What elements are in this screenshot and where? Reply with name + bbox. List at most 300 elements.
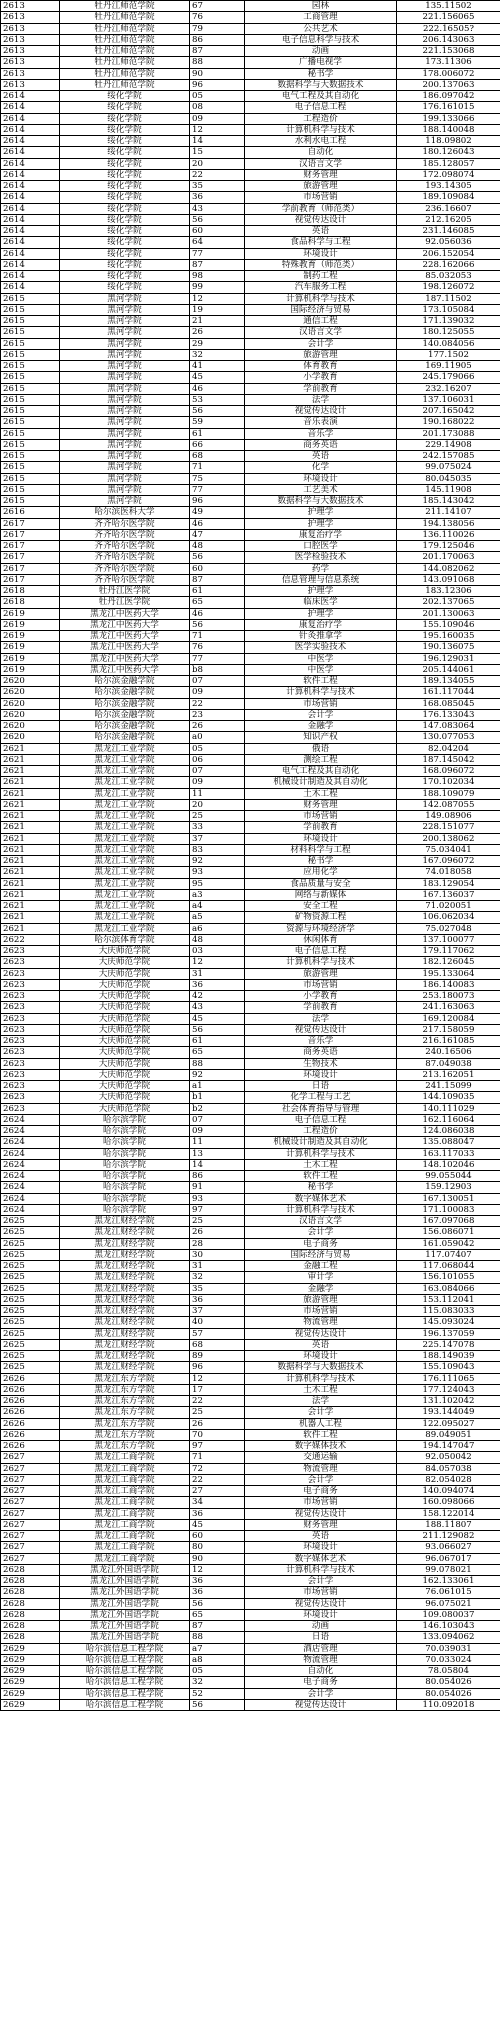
table-row <box>1 158 500 169</box>
major-code-cell: 56 <box>190 214 245 225</box>
min-score-cell: 180.125055 <box>397 327 500 338</box>
school-code-cell: 2623 <box>1 1013 60 1024</box>
min-score-cell: 201.130063 <box>397 608 500 619</box>
table-row <box>1 46 500 57</box>
table-row <box>1 349 500 360</box>
school-name-cell: 哈尔滨学院 <box>60 1126 190 1137</box>
major-code-cell: 56 <box>190 1598 245 1609</box>
school-name-cell: 绥化学院 <box>60 91 190 102</box>
min-score-cell: 163.084066 <box>397 1283 500 1294</box>
min-score-cell: 136.110026 <box>397 529 500 540</box>
school-code-cell: 2614 <box>1 158 60 169</box>
major-code-cell: 65 <box>190 1609 245 1620</box>
major-code-cell: 76 <box>190 642 245 653</box>
school-name-cell: 大庆师范学院 <box>60 1002 190 1013</box>
major-name-cell: 针灸推拿学 <box>245 631 397 642</box>
min-score-cell: 82.054028 <box>397 1474 500 1485</box>
table-row <box>1 1024 500 1035</box>
school-code-cell: 2627 <box>1 1486 60 1497</box>
min-score-cell: 135.11502 <box>397 1 500 12</box>
school-code-cell: 2624 <box>1 1114 60 1125</box>
school-code-cell: 2614 <box>1 248 60 259</box>
major-code-cell: 36 <box>190 1587 245 1598</box>
school-code-cell: 2615 <box>1 293 60 304</box>
major-code-cell: 86 <box>190 1171 245 1182</box>
school-code-cell: 2618 <box>1 586 60 597</box>
min-score-cell: 236.16607 <box>397 203 500 214</box>
school-name-cell: 哈尔滨学院 <box>60 1204 190 1215</box>
school-name-cell: 黑河学院 <box>60 394 190 405</box>
school-code-cell: 2623 <box>1 1069 60 1080</box>
school-code-cell: 2621 <box>1 811 60 822</box>
school-name-cell: 黑河学院 <box>60 316 190 327</box>
major-code-cell: 12 <box>190 293 245 304</box>
school-code-cell: 2625 <box>1 1362 60 1373</box>
school-code-cell: 2614 <box>1 113 60 124</box>
major-code-cell: 36 <box>190 1508 245 1519</box>
major-name-cell: 视觉传达设计 <box>245 1699 397 1710</box>
table-row <box>1 923 500 934</box>
major-code-cell: a7 <box>190 1643 245 1654</box>
min-score-cell: 196.137059 <box>397 1328 500 1339</box>
major-code-cell: 88 <box>190 57 245 68</box>
table-row <box>1 822 500 833</box>
table-row <box>1 1452 500 1463</box>
major-name-cell: 会计学 <box>245 1474 397 1485</box>
table-row <box>1 1294 500 1305</box>
major-name-cell: 英语 <box>245 226 397 237</box>
min-score-cell: 71.020051 <box>397 901 500 912</box>
min-score-cell: 149.08906 <box>397 811 500 822</box>
table-row <box>1 1418 500 1429</box>
min-score-cell: 118.09802 <box>397 136 500 147</box>
major-name-cell: 安全工程 <box>245 901 397 912</box>
major-name-cell: 汽车服务工程 <box>245 282 397 293</box>
school-code-cell: 2629 <box>1 1699 60 1710</box>
major-name-cell: 测绘工程 <box>245 754 397 765</box>
table-row <box>1 1621 500 1632</box>
major-code-cell: 76 <box>190 12 245 23</box>
school-code-cell: 2615 <box>1 484 60 495</box>
min-score-cell: 222.16505? <box>397 23 500 34</box>
school-name-cell: 大庆师范学院 <box>60 1092 190 1103</box>
min-score-cell: 124.086038 <box>397 1126 500 1137</box>
major-code-cell: 75 <box>190 473 245 484</box>
min-score-cell: 171.139032 <box>397 316 500 327</box>
major-code-cell: 26 <box>190 721 245 732</box>
school-name-cell: 黑龙江财经学院 <box>60 1294 190 1305</box>
table-row <box>1 136 500 147</box>
major-name-cell: 小学教育 <box>245 372 397 383</box>
table-row <box>1 957 500 968</box>
min-score-cell: 231.146085 <box>397 226 500 237</box>
major-code-cell: 26 <box>190 1418 245 1429</box>
table-row <box>1 12 500 23</box>
major-code-cell: 40 <box>190 1317 245 1328</box>
min-score-cell: 74.018058 <box>397 867 500 878</box>
min-score-cell: 75.027048 <box>397 923 500 934</box>
school-name-cell: 绥化学院 <box>60 248 190 259</box>
min-score-cell: 85.032053 <box>397 271 500 282</box>
major-name-cell: 软件工程 <box>245 676 397 687</box>
school-name-cell: 黑河学院 <box>60 361 190 372</box>
major-name-cell: 计算机科学与技术 <box>245 124 397 135</box>
school-code-cell: 2625 <box>1 1283 60 1294</box>
school-name-cell: 绥化学院 <box>60 237 190 248</box>
school-name-cell: 黑龙江财经学院 <box>60 1306 190 1317</box>
major-name-cell: 市场营销 <box>245 979 397 990</box>
min-score-cell: 137.106031 <box>397 394 500 405</box>
school-code-cell: 2618 <box>1 597 60 608</box>
min-score-cell: 253.180073 <box>397 991 500 1002</box>
min-score-cell: 193.144049 <box>397 1407 500 1418</box>
table-row <box>1 743 500 754</box>
major-code-cell: 37 <box>190 833 245 844</box>
major-name-cell: 通信工程 <box>245 316 397 327</box>
school-code-cell: 2615 <box>1 394 60 405</box>
school-name-cell: 黑龙江工商学院 <box>60 1531 190 1542</box>
major-name-cell: 土木工程 <box>245 1384 397 1395</box>
school-name-cell: 黑龙江财经学院 <box>60 1261 190 1272</box>
min-score-cell: 106.062034 <box>397 912 500 923</box>
min-score-cell: 179.125046 <box>397 541 500 552</box>
major-name-cell: 学前教育 <box>245 1002 397 1013</box>
school-name-cell: 黑河学院 <box>60 304 190 315</box>
school-code-cell: 2621 <box>1 833 60 844</box>
school-name-cell: 黑龙江工商学院 <box>60 1542 190 1553</box>
school-code-cell: 2614 <box>1 214 60 225</box>
major-name-cell: 环境设计 <box>245 1069 397 1080</box>
school-name-cell: 大庆师范学院 <box>60 991 190 1002</box>
school-code-cell: 2615 <box>1 361 60 372</box>
major-code-cell: 37 <box>190 1306 245 1317</box>
min-score-cell: 133.094062 <box>397 1632 500 1643</box>
school-name-cell: 齐齐哈尔医学院 <box>60 552 190 563</box>
table-row <box>1 1576 500 1587</box>
table-row <box>1 597 500 608</box>
major-code-cell: 36 <box>190 1294 245 1305</box>
school-name-cell: 黑河学院 <box>60 372 190 383</box>
table-row <box>1 1126 500 1137</box>
major-code-cell: 79 <box>190 23 245 34</box>
major-code-cell: 68 <box>190 451 245 462</box>
school-code-cell: 2614 <box>1 192 60 203</box>
school-code-cell: 2615 <box>1 383 60 394</box>
major-code-cell: 77 <box>190 653 245 664</box>
min-score-cell: 188.140048 <box>397 124 500 135</box>
min-score-cell: 229.14908 <box>397 439 500 450</box>
school-code-cell: 2629 <box>1 1677 60 1688</box>
table-row <box>1 316 500 327</box>
table-row <box>1 383 500 394</box>
major-name-cell: 视觉传达设计 <box>245 1598 397 1609</box>
major-name-cell: 计算机科学与技术 <box>245 957 397 968</box>
min-score-cell: 92.050042 <box>397 1452 500 1463</box>
major-code-cell: 11 <box>190 1137 245 1148</box>
table-row <box>1 1643 500 1654</box>
major-name-cell: 市场营销 <box>245 698 397 709</box>
school-code-cell: 2619 <box>1 608 60 619</box>
school-code-cell: 2614 <box>1 102 60 113</box>
school-name-cell: 绥化学院 <box>60 136 190 147</box>
major-code-cell: a6 <box>190 923 245 934</box>
min-score-cell: 200.138062 <box>397 833 500 844</box>
table-row <box>1 226 500 237</box>
major-name-cell: 会计学 <box>245 338 397 349</box>
school-code-cell: 2623 <box>1 1047 60 1058</box>
major-name-cell: 金融学 <box>245 1283 397 1294</box>
school-name-cell: 绥化学院 <box>60 192 190 203</box>
table-row <box>1 1249 500 1260</box>
school-name-cell: 牡丹江师范学院 <box>60 68 190 79</box>
table-row <box>1 1261 500 1272</box>
school-code-cell: 2627 <box>1 1519 60 1530</box>
min-score-cell: 194.138056 <box>397 518 500 529</box>
major-code-cell: 83 <box>190 844 245 855</box>
major-code-cell: 07 <box>190 676 245 687</box>
school-name-cell: 黑龙江工业学院 <box>60 889 190 900</box>
major-name-cell: 工程造价 <box>245 1126 397 1137</box>
table-row <box>1 1306 500 1317</box>
school-code-cell: 2621 <box>1 844 60 855</box>
school-code-cell: 2624 <box>1 1148 60 1159</box>
major-code-cell: 17 <box>190 1384 245 1395</box>
major-code-cell: 25 <box>190 1216 245 1227</box>
min-score-cell: 177.1502 <box>397 349 500 360</box>
table-row <box>1 214 500 225</box>
school-code-cell: 2617 <box>1 552 60 563</box>
major-name-cell: 计算机科学与技术 <box>245 1373 397 1384</box>
major-code-cell: a0 <box>190 732 245 743</box>
school-code-cell: 2613 <box>1 79 60 90</box>
major-name-cell: 物流管理 <box>245 1317 397 1328</box>
major-name-cell: 市场营销 <box>245 1587 397 1598</box>
major-name-cell: 音乐学 <box>245 428 397 439</box>
school-name-cell: 大庆师范学院 <box>60 1103 190 1114</box>
major-code-cell: 66 <box>190 439 245 450</box>
school-code-cell: 2624 <box>1 1171 60 1182</box>
major-name-cell: 环境设计 <box>245 248 397 259</box>
min-score-cell: 144.082062 <box>397 563 500 574</box>
school-code-cell: 2626 <box>1 1384 60 1395</box>
school-name-cell: 牡丹江师范学院 <box>60 46 190 57</box>
major-name-cell: 动画 <box>245 1621 397 1632</box>
school-name-cell: 黑龙江工业学院 <box>60 833 190 844</box>
school-name-cell: 黑龙江财经学院 <box>60 1272 190 1283</box>
min-score-cell: 167.136037 <box>397 889 500 900</box>
major-code-cell: 31 <box>190 968 245 979</box>
school-name-cell: 绥化学院 <box>60 169 190 180</box>
table-row <box>1 451 500 462</box>
school-name-cell: 黑龙江外国语学院 <box>60 1576 190 1587</box>
major-name-cell: 旅游管理 <box>245 968 397 979</box>
school-code-cell: 2623 <box>1 1002 60 1013</box>
school-code-cell: 2615 <box>1 417 60 428</box>
school-name-cell: 大庆师范学院 <box>60 979 190 990</box>
major-code-cell: 23 <box>190 709 245 720</box>
major-code-cell: 65 <box>190 1047 245 1058</box>
table-row <box>1 934 500 945</box>
min-score-cell: 145.093024 <box>397 1317 500 1328</box>
table-row <box>1 1508 500 1519</box>
school-code-cell: 2613 <box>1 57 60 68</box>
major-name-cell: 机械设计制造及其自动化 <box>245 777 397 788</box>
min-score-cell: 199.133066 <box>397 113 500 124</box>
min-score-cell: 185.128057 <box>397 158 500 169</box>
table-row <box>1 1564 500 1575</box>
school-name-cell: 黑龙江财经学院 <box>60 1328 190 1339</box>
major-name-cell: 环境设计 <box>245 1351 397 1362</box>
table-row <box>1 1666 500 1677</box>
major-name-cell: 数字媒体技术 <box>245 1441 397 1452</box>
major-name-cell: 交通运输 <box>245 1452 397 1463</box>
min-score-cell: 160.098066 <box>397 1497 500 1508</box>
table-row <box>1 867 500 878</box>
table-body <box>1 1 500 1711</box>
school-name-cell: 哈尔滨金融学院 <box>60 687 190 698</box>
major-code-cell: 35 <box>190 1283 245 1294</box>
school-name-cell: 黑龙江财经学院 <box>60 1216 190 1227</box>
major-code-cell: 22 <box>190 1474 245 1485</box>
major-name-cell: 法学 <box>245 1396 397 1407</box>
school-name-cell: 牡丹江师范学院 <box>60 1 190 12</box>
school-name-cell: 黑河学院 <box>60 473 190 484</box>
table-row <box>1 856 500 867</box>
school-code-cell: 2615 <box>1 349 60 360</box>
table-row <box>1 1216 500 1227</box>
min-score-cell: 221.156065 <box>397 12 500 23</box>
min-score-cell: 109.080037 <box>397 1609 500 1620</box>
table-row <box>1 1148 500 1159</box>
min-score-cell: 187.145042 <box>397 754 500 765</box>
table-row <box>1 709 500 720</box>
min-score-cell: 153.112041 <box>397 1294 500 1305</box>
min-score-cell: 241.163063 <box>397 1002 500 1013</box>
school-name-cell: 哈尔滨学院 <box>60 1182 190 1193</box>
min-score-cell: 188.109079 <box>397 788 500 799</box>
major-code-cell: 20 <box>190 158 245 169</box>
major-code-cell: 45 <box>190 1519 245 1530</box>
major-code-cell: 09 <box>190 777 245 788</box>
school-code-cell: 2628 <box>1 1609 60 1620</box>
table-row <box>1 664 500 675</box>
table-row <box>1 181 500 192</box>
school-name-cell: 黑龙江东方学院 <box>60 1373 190 1384</box>
min-score-cell: 213.162051 <box>397 1069 500 1080</box>
school-code-cell: 2614 <box>1 282 60 293</box>
school-code-cell: 2624 <box>1 1182 60 1193</box>
major-code-cell: a8 <box>190 1654 245 1665</box>
major-code-cell: 93 <box>190 1193 245 1204</box>
major-name-cell: 音乐表演 <box>245 417 397 428</box>
school-code-cell: 2614 <box>1 136 60 147</box>
major-code-cell: 72 <box>190 1463 245 1474</box>
min-score-cell: 211.129082 <box>397 1531 500 1542</box>
table-row <box>1 1081 500 1092</box>
table-row <box>1 1092 500 1103</box>
major-name-cell: 会计学 <box>245 709 397 720</box>
min-score-cell: 96.075021 <box>397 1598 500 1609</box>
table-row <box>1 732 500 743</box>
min-score-cell: 171.100083 <box>397 1204 500 1215</box>
major-code-cell: 42 <box>190 991 245 1002</box>
major-name-cell: 电子信息工程 <box>245 946 397 957</box>
school-name-cell: 哈尔滨体育学院 <box>60 934 190 945</box>
table-row <box>1 811 500 822</box>
min-score-cell: 196.129031 <box>397 653 500 664</box>
min-score-cell: 75.034041 <box>397 844 500 855</box>
table-row <box>1 91 500 102</box>
major-name-cell: 自动化 <box>245 147 397 158</box>
table-row <box>1 1193 500 1204</box>
school-name-cell: 齐齐哈尔医学院 <box>60 518 190 529</box>
major-code-cell: 41 <box>190 361 245 372</box>
school-name-cell: 黑河学院 <box>60 496 190 507</box>
school-name-cell: 黑龙江工商学院 <box>60 1474 190 1485</box>
school-name-cell: 哈尔滨金融学院 <box>60 721 190 732</box>
min-score-cell: 182.126045 <box>397 957 500 968</box>
school-code-cell: 2626 <box>1 1418 60 1429</box>
min-score-cell: 80.045035 <box>397 473 500 484</box>
school-code-cell: 2627 <box>1 1452 60 1463</box>
major-code-cell: 70 <box>190 1429 245 1440</box>
school-name-cell: 哈尔滨金融学院 <box>60 676 190 687</box>
major-name-cell: 工商管理 <box>245 12 397 23</box>
min-score-cell: 89.049051 <box>397 1429 500 1440</box>
school-name-cell: 牡丹江师范学院 <box>60 34 190 45</box>
table-row <box>1 338 500 349</box>
school-code-cell: 2614 <box>1 203 60 214</box>
table-row <box>1 507 500 518</box>
min-score-cell: 240.16506 <box>397 1047 500 1058</box>
major-name-cell: 会计学 <box>245 1688 397 1699</box>
table-row <box>1 1463 500 1474</box>
major-name-cell: 医学实验技术 <box>245 642 397 653</box>
min-score-cell: 202.137065 <box>397 597 500 608</box>
major-name-cell: 土木工程 <box>245 788 397 799</box>
min-score-cell: 179.117062 <box>397 946 500 957</box>
min-score-cell: 245.179066 <box>397 372 500 383</box>
min-score-cell: 137.100077 <box>397 934 500 945</box>
min-score-cell: 212.16205 <box>397 214 500 225</box>
table-row <box>1 1 500 12</box>
school-code-cell: 2614 <box>1 237 60 248</box>
min-score-cell: 180.126043 <box>397 147 500 158</box>
school-code-cell: 2617 <box>1 529 60 540</box>
school-code-cell: 2621 <box>1 901 60 912</box>
school-name-cell: 哈尔滨学院 <box>60 1148 190 1159</box>
major-name-cell: 数字媒体艺术 <box>245 1553 397 1564</box>
min-score-cell: 70.039031 <box>397 1643 500 1654</box>
major-code-cell: 90 <box>190 68 245 79</box>
major-name-cell: 电子信息科学与技术 <box>245 34 397 45</box>
major-name-cell: 电气工程及其自动化 <box>245 91 397 102</box>
major-code-cell: 11 <box>190 788 245 799</box>
school-name-cell: 黑龙江工商学院 <box>60 1497 190 1508</box>
major-name-cell: 电子商务 <box>245 1677 397 1688</box>
table-row <box>1 979 500 990</box>
major-name-cell: 土木工程 <box>245 1159 397 1170</box>
min-score-cell: 189.109084 <box>397 192 500 203</box>
school-name-cell: 黑河学院 <box>60 462 190 473</box>
major-code-cell: 14 <box>190 136 245 147</box>
major-code-cell: b2 <box>190 1103 245 1114</box>
major-code-cell: 89 <box>190 1351 245 1362</box>
major-code-cell: 08 <box>190 102 245 113</box>
major-name-cell: 学前教育（师范类） <box>245 203 397 214</box>
school-name-cell: 黑龙江工业学院 <box>60 822 190 833</box>
major-code-cell: 45 <box>190 1013 245 1024</box>
